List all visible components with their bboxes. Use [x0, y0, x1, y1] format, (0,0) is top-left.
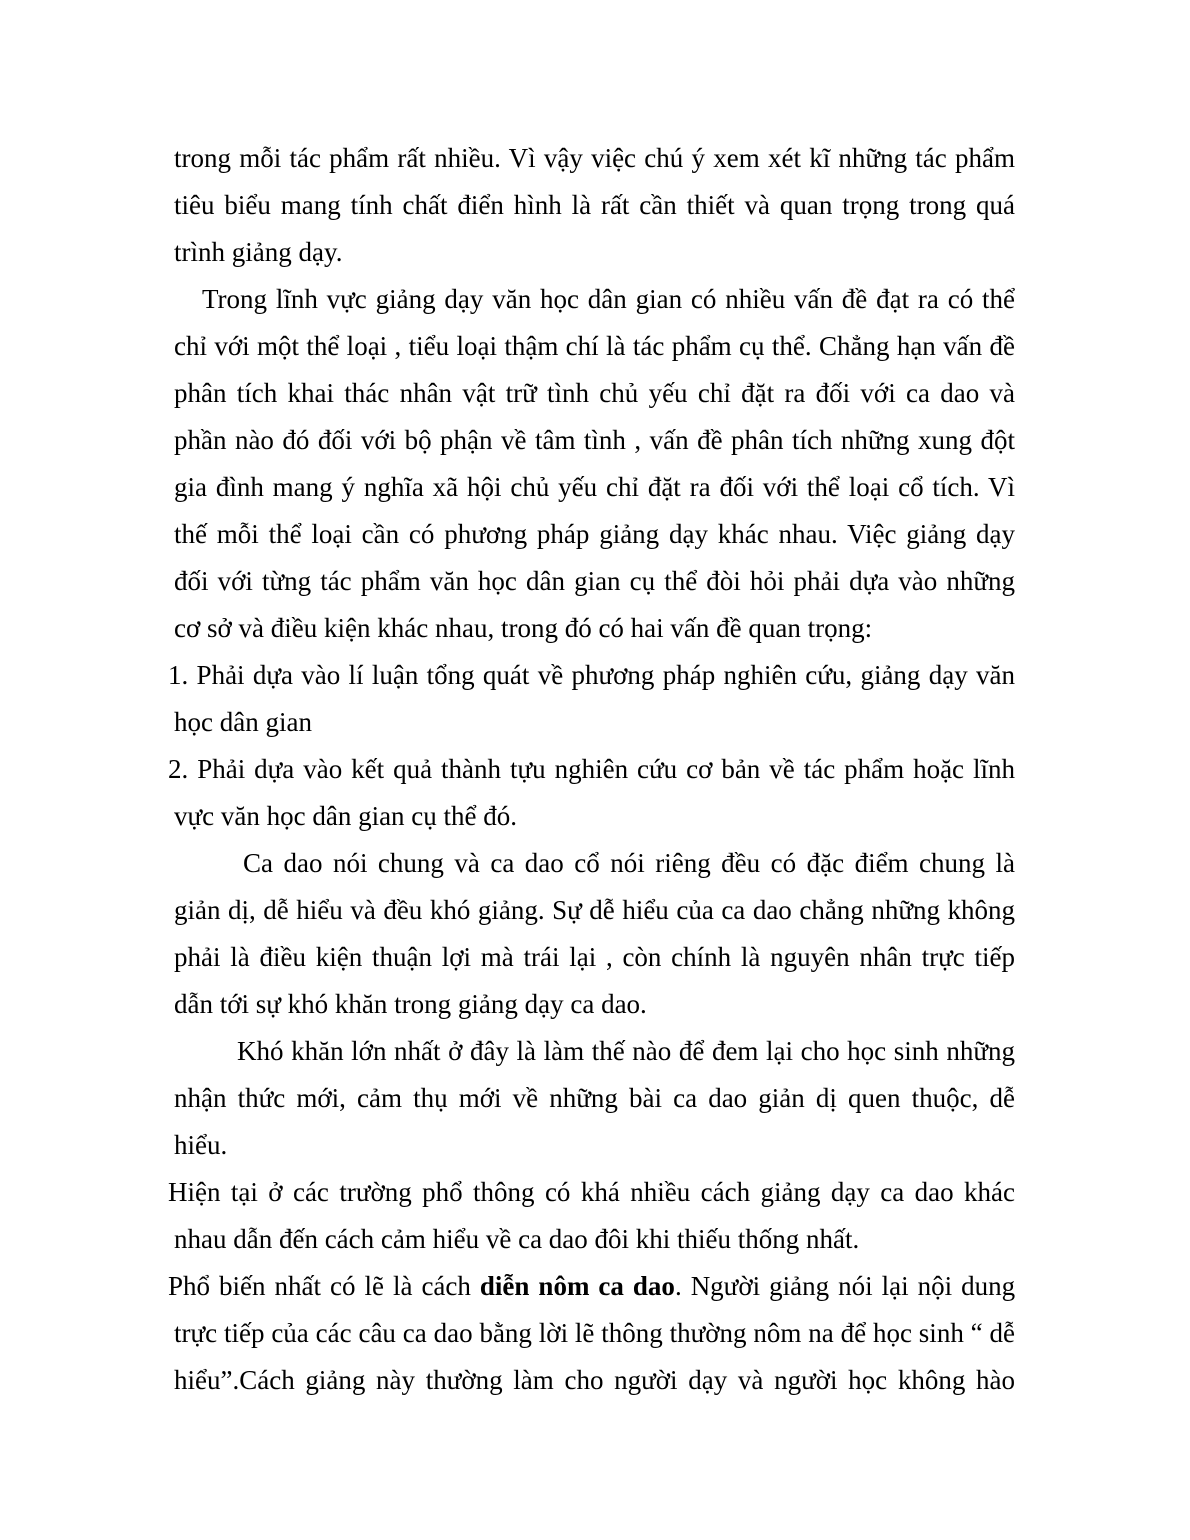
- text-run: Phổ biến nhất có lẽ là cách: [168, 1271, 480, 1301]
- emphasis-diễn-nôm-ca-dao: diễn nôm ca dao: [479, 1271, 675, 1301]
- list-item: 1. Phải dựa vào lí luận tổng quát về phương pháp nghiên cứu, giảng dạy văn: [168, 660, 1015, 690]
- text-line: trong mỗi tác phẩm rất nhiều. Vì vậy việc chú ý xem xét kĩ những tác phẩm: [174, 143, 1015, 173]
- text-line: chỉ với một thể loại , tiểu loại thậm chí là tác phẩm cụ thể. Chẳng hạn vấn đề: [174, 331, 1015, 361]
- paragraph-first-line: Trong lĩnh vực giảng dạy văn học dân gian có nhiều vấn đề đạt ra có thể: [202, 284, 1015, 314]
- text-line: phần nào đó đối với bộ phận về tâm tình , vấn đề phân tích những xung đột: [174, 425, 1015, 455]
- text-line: học dân gian: [174, 707, 312, 737]
- text-line: hiểu”.Cách giảng này thường làm cho người dạy và người học không hào: [174, 1365, 1015, 1395]
- text-line: nhau dẫn đến cách cảm hiểu về ca dao đôi khi thiếu thống nhất.: [174, 1224, 860, 1254]
- text-line: dẫn tới sự khó khăn trong giảng dạy ca dao.: [174, 989, 647, 1019]
- paragraph-first-line: Ca dao nói chung và ca dao cổ nói riêng đều có đặc điểm chung là: [243, 848, 1015, 878]
- text-line: đối với từng tác phẩm văn học dân gian cụ thể đòi hỏi phải dựa vào những: [174, 566, 1015, 596]
- text-line: vực văn học dân gian cụ thể đó.: [174, 801, 518, 831]
- text-line: Hiện tại ở các trường phổ thông có khá nhiều cách giảng dạy ca dao khác: [168, 1177, 1015, 1207]
- text-line: phân tích khai thác nhân vật trữ tình chủ yếu chỉ đặt ra đối với ca dao và: [174, 378, 1015, 408]
- text-line: thế mỗi thể loại cần có phương pháp giảng dạy khác nhau. Việc giảng dạy: [174, 519, 1015, 549]
- text-run: . Người giảng nói lại nội dung: [674, 1271, 1016, 1301]
- text-line: trình giảng dạy.: [174, 237, 343, 267]
- text-line-with-emphasis: [168, 1269, 1015, 1303]
- text-line: giản dị, dễ hiểu và đều khó giảng. Sự dễ hiểu của ca dao chẳng những không: [174, 895, 1015, 925]
- text-line: phải là điều kiện thuận lợi mà trái lại , còn chính là nguyên nhân trực tiếp: [174, 942, 1015, 972]
- text-line: nhận thức mới, cảm thụ mới về những bài ca dao giản dị quen thuộc, dễ: [174, 1083, 1015, 1113]
- text-line: gia đình mang ý nghĩa xã hội chủ yếu chỉ đặt ra đối với thể loại cổ tích. Vì: [174, 472, 1015, 502]
- text-line: hiểu.: [174, 1130, 228, 1160]
- text-line: trực tiếp của các câu ca dao bằng lời lẽ thông thường nôm na để học sinh “ dễ: [174, 1318, 1015, 1348]
- text-line: tiêu biểu mang tính chất điển hình là rất cần thiết và quan trọng trong quá: [174, 190, 1015, 220]
- paragraph-first-line: Khó khăn lớn nhất ở đây là làm thế nào để đem lại cho học sinh những: [237, 1036, 1015, 1066]
- list-item: 2. Phải dựa vào kết quả thành tựu nghiên cứu cơ bản về tác phẩm hoặc lĩnh: [168, 754, 1015, 784]
- text-line: cơ sở và điều kiện khác nhau, trong đó có hai vấn đề quan trọng:: [174, 613, 873, 643]
